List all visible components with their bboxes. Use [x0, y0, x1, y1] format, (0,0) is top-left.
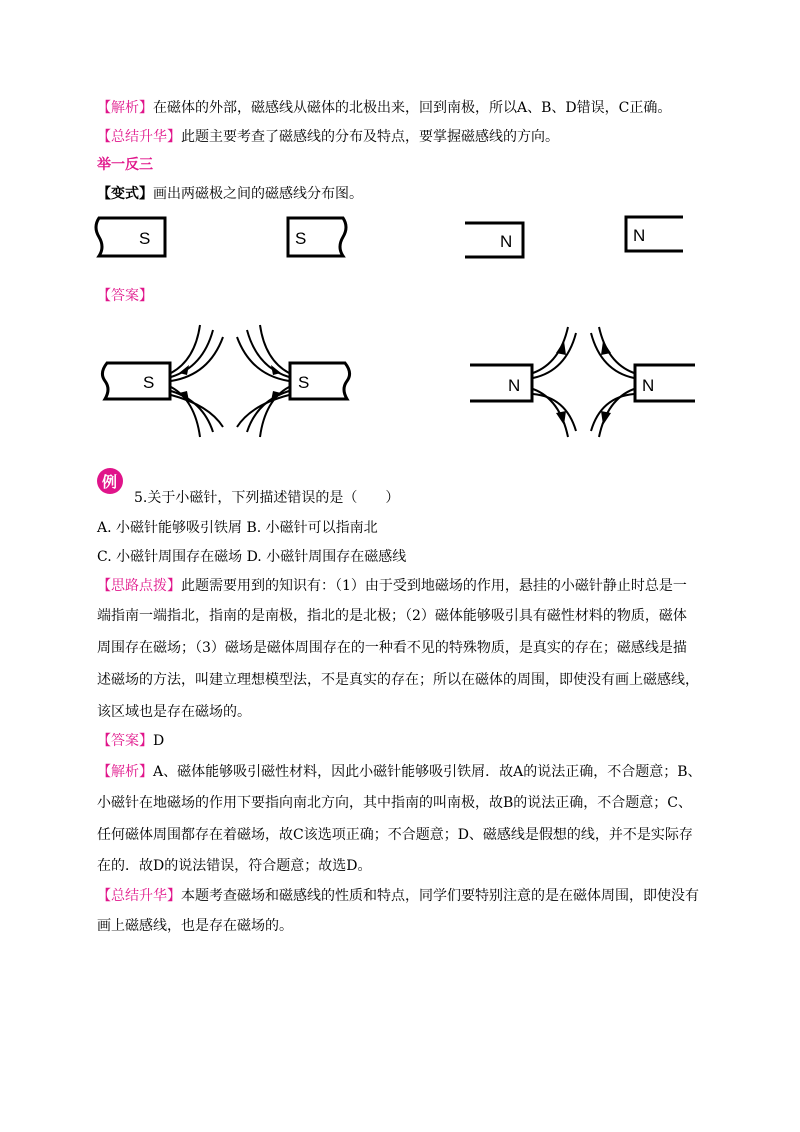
- variant-text: 画出两磁极之间的磁感线分布图。: [153, 186, 363, 202]
- hint-line: 述磁场的方法，叫建立理想模型法，不是真实的存在；所以在磁体的周围，即使没有画上磁感线，: [97, 672, 699, 688]
- variant-tag: 【变式】: [97, 186, 153, 202]
- summary-2-line: [97, 886, 699, 906]
- section-title: 举一反三: [97, 157, 153, 173]
- analysis-text: A、磁体能够吸引磁性材料，因此小磁针能够吸引铁屑．故A的说法正确，不合题意；B、: [153, 764, 702, 780]
- magnet-label: S: [139, 229, 151, 248]
- magnet-s-right: [285, 215, 355, 259]
- hint-tag: 【思路点拨】: [97, 578, 181, 594]
- analysis-2-line: [97, 762, 702, 782]
- analysis-text: 在磁体的外部，磁感线从磁体的北极出来，回到南极，所以A、B、D错误，C正确。: [153, 100, 672, 116]
- analysis-tag: 【解析】: [97, 764, 153, 780]
- summary-1: [97, 127, 559, 147]
- magnet-n-left: [465, 220, 527, 260]
- hint-line: 周围存在磁场；（3）磁场是磁体周围存在的一种看不见的特殊物质，是真实的存在；磁感线是描: [97, 640, 687, 656]
- summary-text: 此题主要考查了磁感线的分布及特点，要掌握磁感线的方向。: [181, 129, 559, 145]
- magnet-n-right: [623, 214, 685, 254]
- magnet-label: S: [143, 373, 155, 392]
- option-line: A. 小磁针能够吸引铁屑 B. 小磁针可以指南北: [97, 520, 378, 536]
- option-line: C. 小磁针周围存在磁场 D. 小磁针周围存在磁感线: [97, 549, 407, 565]
- summary-tag: 【总结升华】: [97, 888, 181, 904]
- answer-2: [97, 731, 164, 751]
- analysis-tag: 【解析】: [97, 100, 153, 116]
- answer-label: 【答案】: [97, 288, 153, 304]
- summary-text: 本题考查磁场和磁感线的性质和特点，同学们要特别注意的是在磁体周围，即使没有: [181, 888, 699, 904]
- analysis-1: [97, 98, 671, 118]
- magnet-label: N: [642, 376, 655, 395]
- hint-line: [97, 576, 687, 596]
- answer-diagram-nn: [470, 315, 700, 445]
- magnet-label: N: [508, 376, 521, 395]
- magnet-s-left: [95, 215, 170, 259]
- magnet-label: S: [295, 229, 307, 248]
- variant-question: [97, 184, 363, 204]
- question-stem: 5.关于小磁针，下列描述错误的是（ ）: [134, 490, 400, 506]
- magnet-label: N: [500, 232, 513, 251]
- answer-tag: 【答案】: [97, 733, 153, 749]
- magnet-label: S: [298, 373, 310, 392]
- analysis-2-line: 在的．故D的说法错误，符合题意；故选D。: [97, 858, 372, 874]
- hint-line: 端指南一端指北，指南的是南极，指北的是北极；（2）磁体能够吸引具有磁性材料的物质，磁体: [97, 608, 687, 624]
- example-badge-text: 例: [102, 473, 118, 491]
- answer-value: D: [153, 733, 165, 749]
- hint-line: 该区域也是存在磁场的。: [97, 704, 251, 720]
- summary-tag: 【总结升华】: [97, 129, 181, 145]
- summary-2-line: 画上磁感线，也是存在磁场的。: [97, 918, 293, 934]
- answer-diagram-ss: [95, 315, 365, 445]
- analysis-2-line: 小磁针在地磁场的作用下要指向南北方向，其中指南的叫南极，故B的说法正确，不合题意；C、: [97, 795, 692, 811]
- hint-text: 此题需要用到的知识有：（1）由于受到地磁场的作用，悬挂的小磁针静止时总是一: [181, 578, 687, 594]
- example-badge: [96, 466, 126, 496]
- analysis-2-line: 任何磁体周围都存在着磁场，故C该选项正确；不合题意；D、磁感线是假想的线，并不是实际存: [97, 827, 693, 843]
- magnet-label: N: [633, 226, 646, 245]
